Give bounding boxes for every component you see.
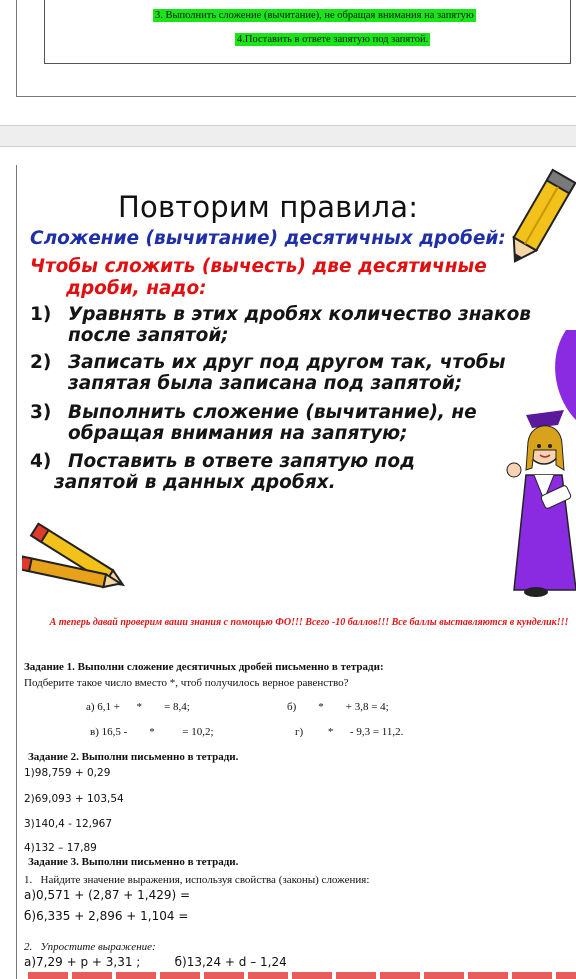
highlighted-rule-4: 4.Поставить в ответе запятую под запятой. <box>237 34 429 45</box>
rule-1-number: 1) <box>30 304 52 325</box>
task-1-item-b: б) * + 3,8 = 4; <box>287 701 389 713</box>
task-1-item-v: в) 16,5 - * = 10,2; <box>90 726 214 738</box>
task-1-item-a: а) 6,1 + * = 8,4; <box>86 701 190 713</box>
task-1-item-g: г) * - 9,3 = 11,2. <box>295 726 404 738</box>
task-3-item-2ab: а)7,29 + p + 3,31 ; б)13,24 + d – 1,24 <box>24 955 287 969</box>
rule-4-continuation: запятой в данных дробях. <box>54 472 336 493</box>
rule-2-number: 2) <box>30 352 52 373</box>
pencils-illustration-bottom <box>22 520 132 605</box>
rule-3 <box>30 402 550 444</box>
page-gap <box>0 125 576 147</box>
slide-intro-line2: дроби, надо: <box>66 278 207 299</box>
pencil-illustration-top <box>505 168 576 268</box>
task-2-title: Задание 2. Выполни письменно в тетради. <box>28 751 239 763</box>
slide-title: Повторим правила: <box>118 190 419 224</box>
previous-page-box <box>44 0 571 64</box>
task-3-title: Задание 3. Выполни письменно в тетради. <box>28 856 239 868</box>
rule-4-text: Поставить в ответе запятую под <box>68 451 415 472</box>
task-2-item-4: 4)132 – 17,89 <box>24 842 97 854</box>
highlighted-rule-3: 3. Выполнить сложение (вычитание), не обращая внимания на запятую <box>155 10 474 21</box>
page-left-border <box>16 165 17 979</box>
task-2-item-2: 2)69,093 + 103,54 <box>24 793 124 805</box>
rule-2-text: Записать их друг под другом так, чтобы запятая была записана под запятой; <box>68 352 506 394</box>
slide-intro-line1: Чтобы сложить (вычесть) две десятичные <box>30 256 487 277</box>
task-3-item-1a: а)0,571 + (2,87 + 1,429) = <box>24 888 191 902</box>
rule-1-text: Уравнять в этих дробях количество знаков после запятой; <box>68 304 532 346</box>
task-1-subtitle: Подберите такое число вместо *, чтоб получилось верное равенство? <box>24 677 349 689</box>
task-2-item-1: 1)98,759 + 0,29 <box>24 767 111 779</box>
cut-off-text-line <box>28 972 576 979</box>
task-3-item-1: 1. Найдите значение выражения, используя свойства (законы) сложения: <box>24 874 370 886</box>
task-3-item-1b: б)6,335 + 2,896 + 1,104 = <box>24 909 189 923</box>
slide-intro <box>30 256 550 300</box>
slide-subtitle: Сложение (вычитание) десятичных дробей: <box>30 228 506 249</box>
rule-3-text: Выполнить сложение (вычитание), не обращая внимания на запятую; <box>68 402 477 444</box>
teacher-illustration <box>506 300 576 600</box>
rule-3-number: 3) <box>30 402 52 423</box>
instruction-note: А теперь давай проверим ваши знания с помощью ФО!!! Всего -10 баллов!!! Все баллы выставляются в кунделик!!! <box>49 617 569 628</box>
rule-4 <box>30 451 550 493</box>
rule-1 <box>30 304 550 346</box>
rule-4-number: 4) <box>30 451 52 472</box>
rule-2 <box>30 352 550 394</box>
task-2-item-3: 3)140,4 - 12,967 <box>24 818 113 830</box>
task-1-title: Задание 1. Выполни сложение десятичных дробей письменно в тетради: <box>24 661 384 673</box>
task-3-item-2: 2. Упростите выражение: <box>24 941 156 953</box>
